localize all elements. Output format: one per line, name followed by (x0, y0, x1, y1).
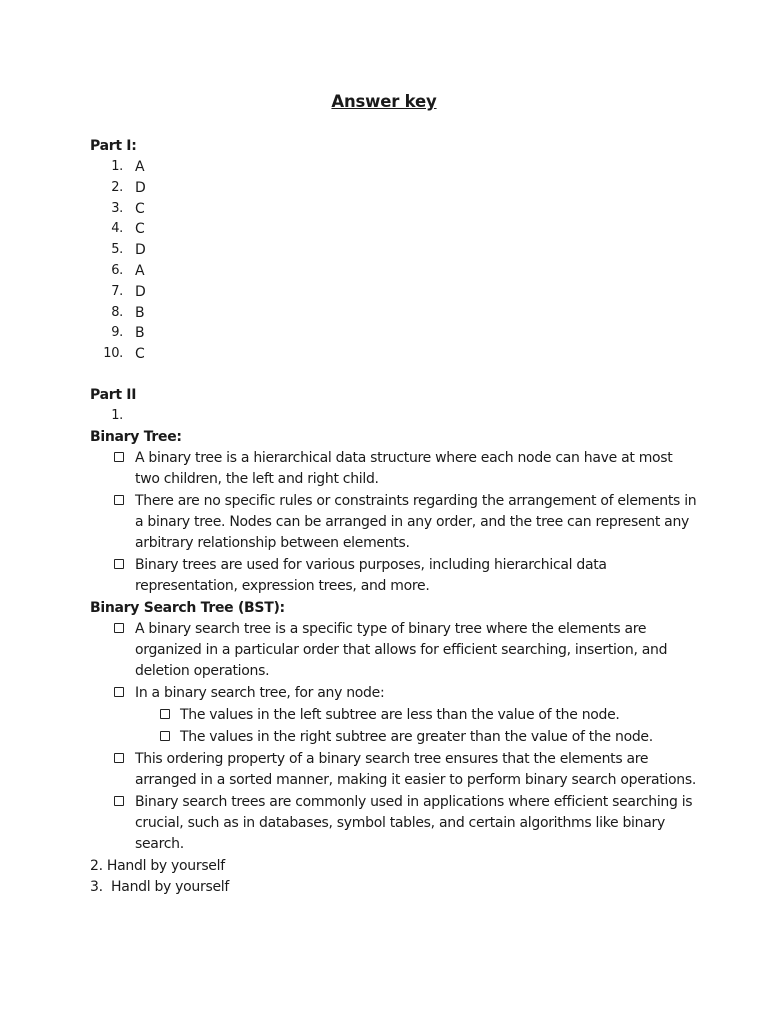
checkbox-square-icon (160, 731, 170, 741)
sub-bullet-item: The values in the left subtree are less than the value of the node. (90, 705, 700, 726)
list-item: 4. C (111, 221, 145, 238)
part2-item-3: 3. Handl by yourself (90, 878, 229, 895)
list-item: 3. C (111, 200, 145, 217)
checkbox-square-icon (160, 709, 170, 719)
list-item: 7. D (111, 283, 146, 300)
document-body (90, 136, 700, 898)
part1-heading: Part I: (90, 138, 137, 154)
sub-bullet-item: The values in the right subtree are greater than the value of the node. (90, 727, 700, 748)
checkbox-square-icon (114, 623, 124, 633)
bst-heading: Binary Search Tree (BST): (90, 599, 285, 616)
bullet-item: In a binary search tree, for any node: (90, 683, 700, 704)
list-item: 2. D (111, 179, 146, 196)
bullet-item: Binary search trees are commonly used in applications where efficient searching is crucial, such as in databases, symbol tables, and certain algorithms like binary search. (90, 792, 700, 855)
part2-item-2: 2. Handl by yourself (90, 857, 225, 874)
part1-list (90, 157, 700, 365)
bullet-item: There are no specific rules or constraints regarding the arrangement of elements in a binary tree. Nodes can be arranged in any order, and the tree can represent any arbitrary relationship between elements. (90, 491, 700, 554)
page-title: Answer key (331, 92, 437, 111)
part2-heading: Part II (90, 386, 137, 403)
bullet-item: Binary trees are used for various purposes, including hierarchical data representation, expression trees, and more. (90, 555, 700, 597)
checkbox-square-icon (114, 796, 124, 806)
list-item: 9. B (111, 325, 145, 342)
bullet-item: This ordering property of a binary search tree ensures that the elements are arranged in a sorted manner, making it easier to perform binary search operations. (90, 749, 700, 791)
list-item: 10. C (103, 346, 145, 363)
list-item: 6. A (111, 262, 145, 279)
checkbox-square-icon (114, 495, 124, 505)
checkbox-square-icon (114, 687, 124, 697)
checkbox-square-icon (114, 753, 124, 763)
checkbox-square-icon (114, 452, 124, 462)
bullet-item: A binary tree is a hierarchical data structure where each node can have at most two children, the left and right child. (90, 448, 700, 490)
checkbox-square-icon (114, 559, 124, 569)
bullet-item: A binary search tree is a specific type of binary tree where the elements are organized in a particular order that allows for efficient searching, insertion, and deletion operations. (90, 619, 700, 682)
list-item: 5. D (111, 242, 146, 259)
list-item: 1. A (111, 159, 145, 175)
spacer (90, 365, 700, 385)
list-item: 8. B (111, 304, 145, 321)
list-item: 1. (111, 407, 123, 423)
binary-tree-heading: Binary Tree: (90, 428, 182, 445)
